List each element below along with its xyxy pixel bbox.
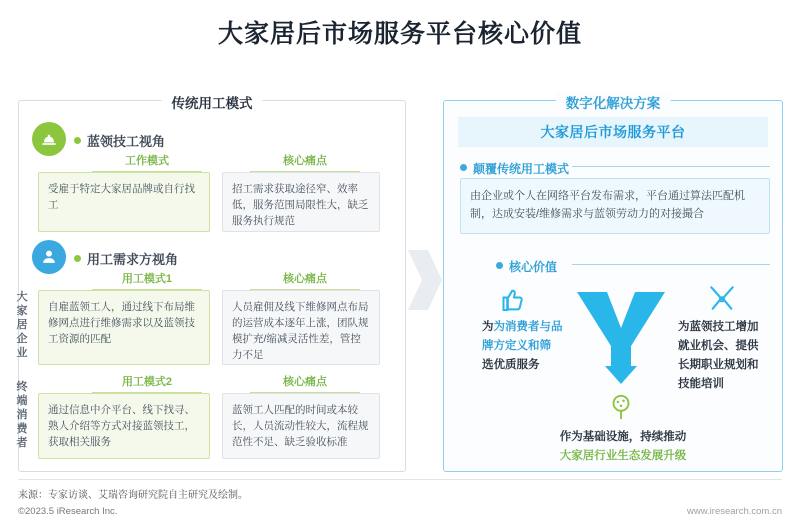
side-label-enterprise: 大家居企业 <box>16 291 28 359</box>
page-title: 大家居后市场服务平台核心价值 <box>217 20 582 48</box>
divider-core-value <box>572 264 770 265</box>
card-pain-point-1: 招工需求获取途径窄、效率低，服务范围局限性大，缺乏服务执行规范 <box>222 172 380 232</box>
divider-subvert <box>572 166 770 167</box>
col-head-pain-point-3: 核心痛点 <box>250 373 360 393</box>
thumbs-up-icon <box>496 285 526 320</box>
card-pain-point-3: 蓝领工人匹配的时间或本较长，人员流动性较大，流程规范性不足、缺乏验收标准 <box>222 393 380 459</box>
source-note: 来源：专家访谈、艾瑞咨询研究院自主研究及绘制。 <box>18 490 248 501</box>
col-head-pain-point-1: 核心痛点 <box>250 152 360 172</box>
value-text-blue-collar: 为蓝领技工增加 就业机会、提供 长期职业规划和 技能培训 <box>678 321 759 390</box>
bullet-dot-icon <box>74 255 81 262</box>
col-head-work-mode: 工作模式 <box>92 152 202 172</box>
footer-divider <box>18 479 782 480</box>
user-icon <box>32 240 66 274</box>
tree-icon <box>606 392 636 427</box>
card-work-mode-2: 通过信息中介平台、线下找寻、熟人介绍等方式对接蓝领技工，获取相关服务 <box>38 393 210 459</box>
value-text-industry: 作为基础设施，持续推动 大家居行业生态发展升级 <box>559 431 687 462</box>
bullet-dot-icon <box>496 262 503 269</box>
transition-arrow-icon <box>408 250 442 310</box>
section-heading-blue-collar: 蓝领技工视角 <box>74 131 165 150</box>
side-label-consumer: 终端消费者 <box>16 381 28 449</box>
bullet-dot-icon <box>74 137 81 144</box>
traditional-model-title: 传统用工模式 <box>162 92 263 112</box>
copyright-text: ©2023.5 iResearch Inc. <box>18 506 118 517</box>
col-head-pain-point-2: 核心痛点 <box>250 270 360 290</box>
helmet-icon <box>32 122 66 156</box>
card-work-mode: 受雇于特定大家居品牌或自行找工 <box>38 172 210 232</box>
digital-solution-title: 数字化解决方案 <box>556 92 671 112</box>
col-head-work-mode-2: 用工模式2 <box>92 373 202 393</box>
bullet-dot-icon <box>460 164 467 171</box>
y-split-graphic <box>575 288 667 393</box>
section-heading-demand-side: 用工需求方视角 <box>74 249 178 268</box>
card-work-mode-1: 自雇蓝领工人，通过线下布局维修网点进行维修需求以及蓝领技工资源的匹配 <box>38 290 210 365</box>
value-text-consumer: 为为消费者与品 牌方定义和筛 选优质服务 <box>482 321 563 371</box>
col-head-work-mode-1: 用工模式1 <box>92 270 202 290</box>
website-text: www.iresearch.com.cn <box>686 506 782 517</box>
card-subvert-text: 由企业或个人在网络平台发布需求，平台通过算法匹配机制，达成安装/维修需求与蓝领劳动力的对接撮合 <box>460 178 770 234</box>
tools-icon <box>706 282 738 319</box>
subvert-heading: 颠覆传统用工模式 <box>460 160 569 177</box>
platform-name-banner: 大家居后市场服务平台 <box>458 117 768 147</box>
core-value-heading: 核心价值 <box>496 258 557 275</box>
card-pain-point-2: 人员雇佣及线下维修网点布局的运营成本逐年上涨，团队规模扩充/缩减灵活性差，管控力不足 <box>222 290 380 365</box>
